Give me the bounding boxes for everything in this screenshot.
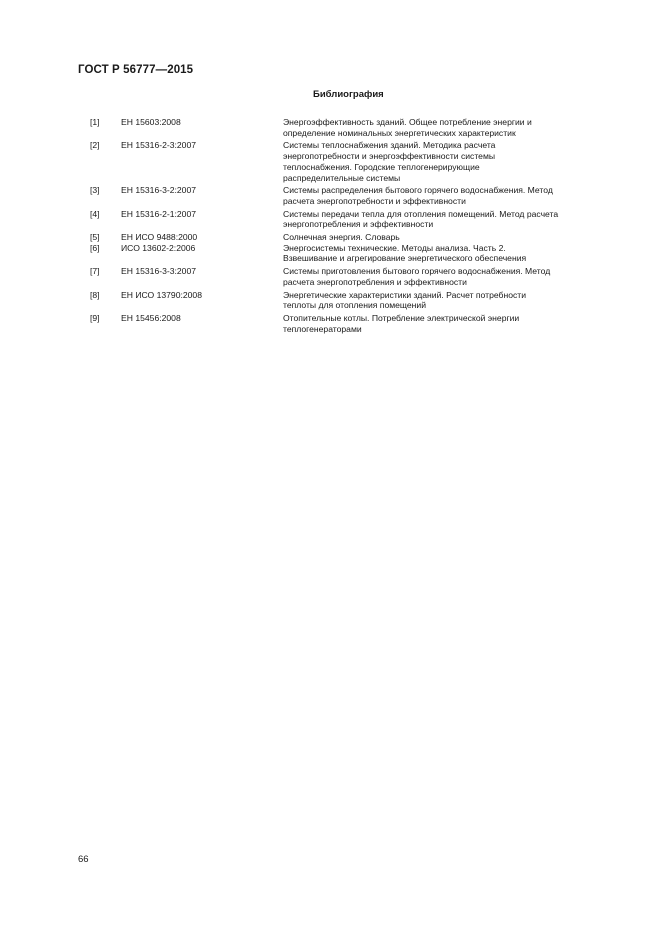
description-line: энергопотребности и энергоэффективности системы [283, 151, 496, 162]
entry-number: [7] [90, 266, 100, 277]
entry-number: [8] [90, 289, 100, 300]
entry-number: [3] [90, 185, 100, 196]
bibliography-entry [90, 313, 620, 334]
bibliography-entry [90, 232, 620, 243]
description-line: теплоснабжения. Городские теплогенерирующие [283, 161, 480, 172]
entry-standard: ЕН 15316-2-1:2007 [121, 208, 197, 219]
description-line: Системы приготовления бытового горячего водоснабжения. Метод [283, 266, 551, 277]
description-line: Взвешивание и агрегирование энергетического обеспечения [283, 253, 527, 264]
bibliography-entry [90, 243, 620, 264]
description-line: Энергоэффективность зданий. Общее потребление энергии и [283, 117, 532, 127]
entry-standard: ЕН 15316-3-2:2007 [121, 185, 197, 196]
entry-number: [9] [90, 312, 100, 323]
description-line: расчета энергопотребления и эффективности [283, 276, 467, 287]
entry-standard: ЕН 15316-2-3:2007 [121, 140, 197, 151]
bibliography-entry [90, 185, 620, 206]
entry-number: [2] [90, 140, 100, 151]
description-line: Солнечная энергия. Словарь [283, 232, 400, 243]
description-line: Энергосистемы технические. Методы анализа. Часть 2. [283, 242, 506, 253]
description-line: расчета энергопотребности и эффективности [283, 195, 466, 206]
bibliography-entry [90, 117, 620, 138]
description-line: Отопительные котлы. Потребление электрической энергии [283, 312, 520, 323]
entry-standard: ЕН 15456:2008 [121, 312, 181, 323]
section-title: Библиография [313, 89, 384, 100]
entry-standard: ЕН 15316-3-3:2007 [121, 266, 197, 277]
description-line: теплогенераторами [283, 323, 362, 334]
entry-description [283, 266, 613, 287]
description-line: Системы теплоснабжения зданий. Методика расчета [283, 140, 496, 151]
entry-number: [5] [90, 232, 100, 243]
entry-description [283, 185, 613, 206]
bibliography-entry [90, 290, 620, 311]
entry-number: [1] [90, 117, 100, 127]
entry-description [283, 290, 613, 311]
entry-description [283, 140, 613, 183]
entry-description [283, 243, 613, 264]
bibliography-entry [90, 266, 620, 287]
page-number: 66 [78, 854, 89, 865]
description-line: теплоты для отопления помещений [283, 300, 427, 311]
entry-description [283, 117, 613, 138]
entry-number: [4] [90, 208, 100, 219]
document-code: ГОСТ Р 56777—2015 [78, 64, 194, 76]
entry-standard: ЕН 15603:2008 [121, 117, 181, 127]
description-line: определение номинальных энергетических характеристик [283, 127, 516, 138]
entry-number: [6] [90, 242, 100, 253]
entry-description [283, 232, 613, 243]
bibliography-entry [90, 140, 620, 183]
description-line: Системы передачи тепла для отопления помещений. Метод расчета [283, 208, 559, 219]
bibliography-list [90, 117, 620, 336]
description-line: распределительные системы [283, 172, 401, 183]
entry-standard: ЕН ИСО 13790:2008 [121, 289, 202, 300]
entry-standard: ИСО 13602-2:2006 [121, 242, 196, 253]
entry-standard: ЕН ИСО 9488:2000 [121, 232, 198, 243]
bibliography-entry [90, 209, 620, 230]
description-line: Системы распределения бытового горячего водоснабжения. Метод [283, 185, 553, 196]
description-line: энергопотребления и эффективности [283, 219, 434, 230]
description-line: Энергетические характеристики зданий. Расчет потребности [283, 289, 527, 300]
entry-description [283, 209, 613, 230]
entry-description [283, 313, 613, 334]
